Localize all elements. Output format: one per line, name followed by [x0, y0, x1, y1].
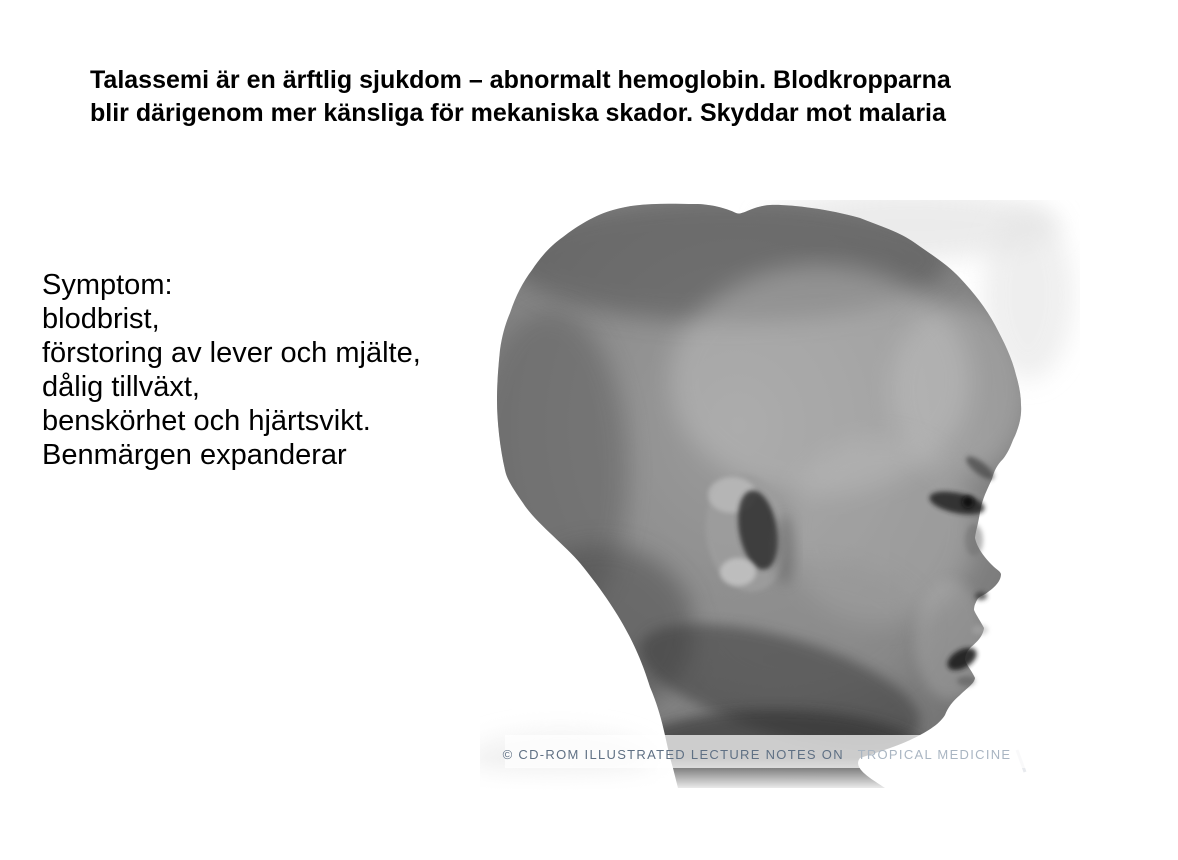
- behind-ear-shadow: [775, 515, 795, 585]
- nostril-shadow: [975, 592, 987, 600]
- eye-pupil: [962, 496, 974, 508]
- title-line-2: blir därigenom mer känsliga för mekaniska skador. Skyddar mot malaria: [90, 99, 946, 127]
- symptoms-heading: Symptom:: [42, 269, 173, 301]
- patient-photo-illustration: [480, 200, 1080, 792]
- caption-prefix: © CD-ROM ILLUSTRATED LECTURE NOTES ON: [502, 747, 844, 762]
- ear-lobe-highlight: [720, 558, 756, 586]
- slide-title: [90, 64, 951, 130]
- nose-bridge-shadow: [965, 524, 983, 556]
- symptom-items: [42, 302, 421, 438]
- child-head-profile: [480, 200, 1030, 792]
- caption-emphasis: TROPICAL MEDICINE: [857, 747, 1012, 762]
- patient-photo: [480, 200, 1080, 792]
- symptom-item-bone-heart: benskörhet och hjärtsvikt.: [42, 405, 371, 437]
- symptom-item-poor-growth: dålig tillväxt,: [42, 371, 200, 403]
- bone-marrow-note: Benmärgen expanderar: [42, 439, 347, 471]
- symptom-item-organ-enlargement: förstoring av lever och mjälte,: [42, 337, 421, 369]
- under-lip-shadow: [957, 676, 975, 686]
- title-line-1: Talassemi är en ärftlig sjukdom – abnormalt hemoglobin. Blodkropparna: [90, 66, 951, 94]
- symptom-list: [42, 268, 421, 472]
- photo-caption: [503, 747, 1012, 762]
- symptom-item-anemia: blodbrist,: [42, 303, 160, 335]
- upper-lip-highlight: [972, 625, 988, 635]
